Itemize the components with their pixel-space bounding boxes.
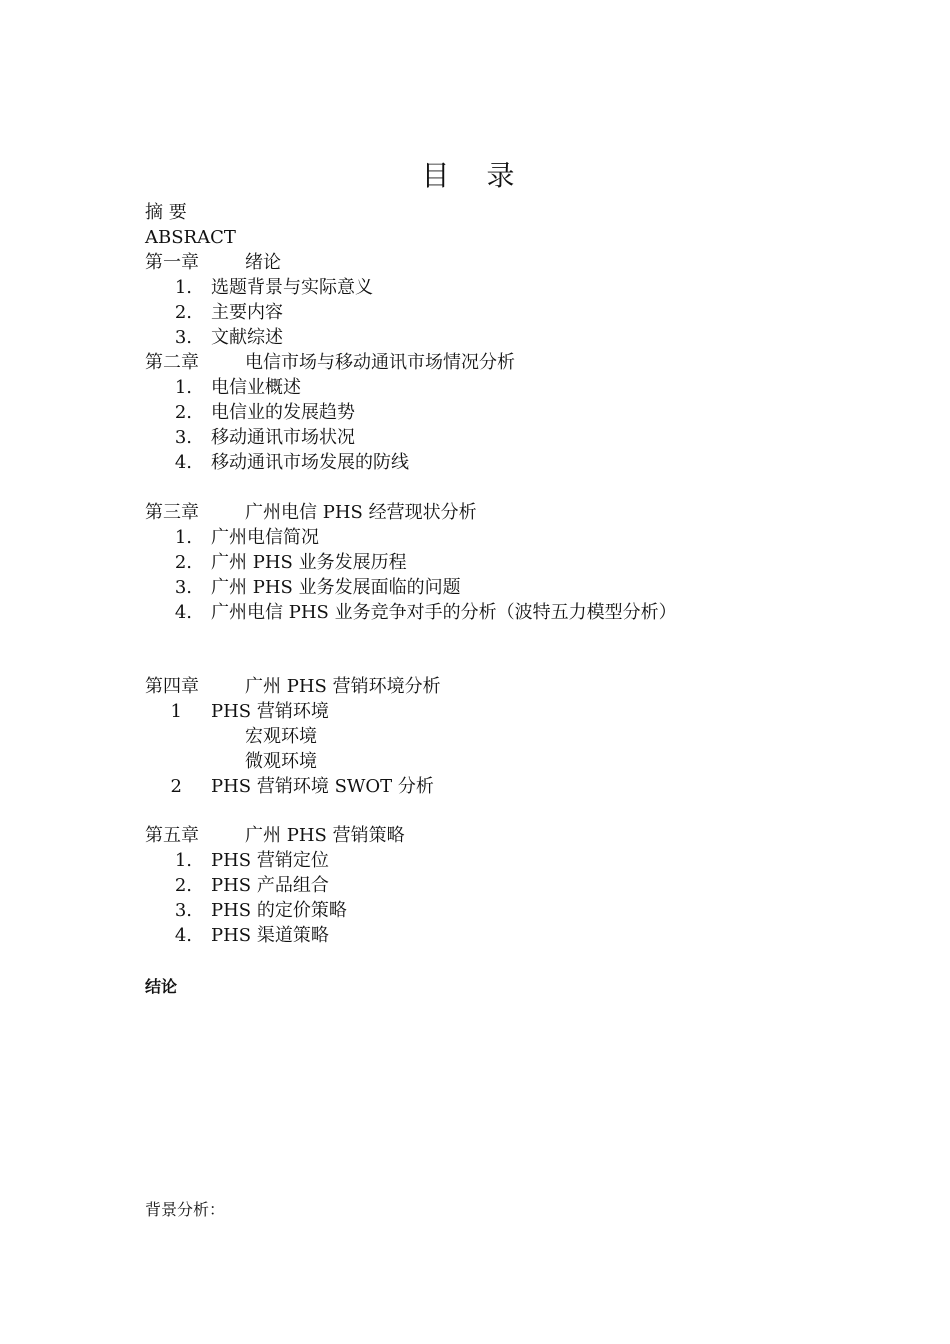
item-text: PHS 营销定位: [211, 850, 329, 871]
item-text: PHS 渠道策略: [211, 925, 329, 946]
chapter-title: 广州 PHS 营销环境分析: [245, 676, 441, 697]
item-text: PHS 营销环境: [211, 701, 329, 722]
item-number: 3.: [174, 900, 192, 921]
chapter-title: 电信市场与移动通讯市场情况分析: [245, 352, 515, 373]
item-number: 1: [170, 701, 182, 722]
item-text: 宏观环境: [245, 726, 317, 747]
chapter-label: 第二章: [145, 352, 199, 373]
item-text: 主要内容: [211, 302, 283, 323]
item-number: 2.: [174, 302, 192, 323]
item-number: 4.: [174, 925, 192, 946]
toc-title: 目 录: [421, 159, 529, 192]
item-number: 2.: [174, 875, 192, 896]
chapter-label: 第五章: [145, 825, 199, 846]
item-number: 2.: [174, 402, 192, 423]
item-number: 4.: [174, 452, 192, 473]
item-text: 移动通讯市场状况: [211, 427, 355, 448]
chapter-label: 第三章: [145, 502, 199, 523]
chapter-label: 第四章: [145, 676, 199, 697]
item-text: PHS 产品组合: [211, 875, 329, 896]
item-number: 1.: [174, 527, 192, 548]
item-text: 文献综述: [211, 327, 283, 348]
item-text: 选题背景与实际意义: [211, 277, 373, 298]
toc-abstract-en: ABSRACT: [145, 227, 236, 248]
item-text: 广州 PHS 业务发展面临的问题: [211, 577, 461, 598]
item-text: PHS 营销环境 SWOT 分析: [211, 776, 434, 797]
item-number: 1.: [174, 377, 192, 398]
item-text: PHS 的定价策略: [211, 900, 347, 921]
item-number: 2: [170, 776, 182, 797]
item-text: 广州 PHS 业务发展历程: [211, 552, 407, 573]
toc-chapter: [145, 500, 477, 525]
item-number: 4.: [174, 602, 192, 623]
item-number: 1.: [174, 277, 192, 298]
item-number: 1.: [174, 850, 192, 871]
chapter-title: 广州电信 PHS 经营现状分析: [245, 502, 477, 523]
item-text: 广州电信简况: [211, 527, 319, 548]
item-number: 3.: [174, 427, 192, 448]
item-text: 广州电信 PHS 业务竞争对手的分析（波特五力模型分析）: [211, 602, 677, 623]
toc-conclusion: 结论: [145, 977, 178, 996]
toc-chapter: [145, 250, 281, 275]
item-text: 微观环境: [245, 751, 317, 772]
toc-chapter: [145, 350, 515, 375]
toc-chapter: [145, 823, 405, 848]
background-heading: 背景分析：: [145, 1200, 226, 1219]
item-text: 电信业概述: [211, 377, 301, 398]
toc-chapter: [145, 674, 441, 699]
item-text: 电信业的发展趋势: [211, 402, 355, 423]
item-text: 移动通讯市场发展的防线: [211, 452, 409, 473]
item-number: 2.: [174, 552, 192, 573]
item-number: 3.: [174, 327, 192, 348]
chapter-title: 广州 PHS 营销策略: [245, 825, 405, 846]
chapter-label: 第一章: [145, 252, 199, 273]
item-number: 3.: [174, 577, 192, 598]
chapter-title: 绪论: [245, 252, 281, 273]
toc-abstract-cn: 摘 要: [145, 202, 187, 223]
